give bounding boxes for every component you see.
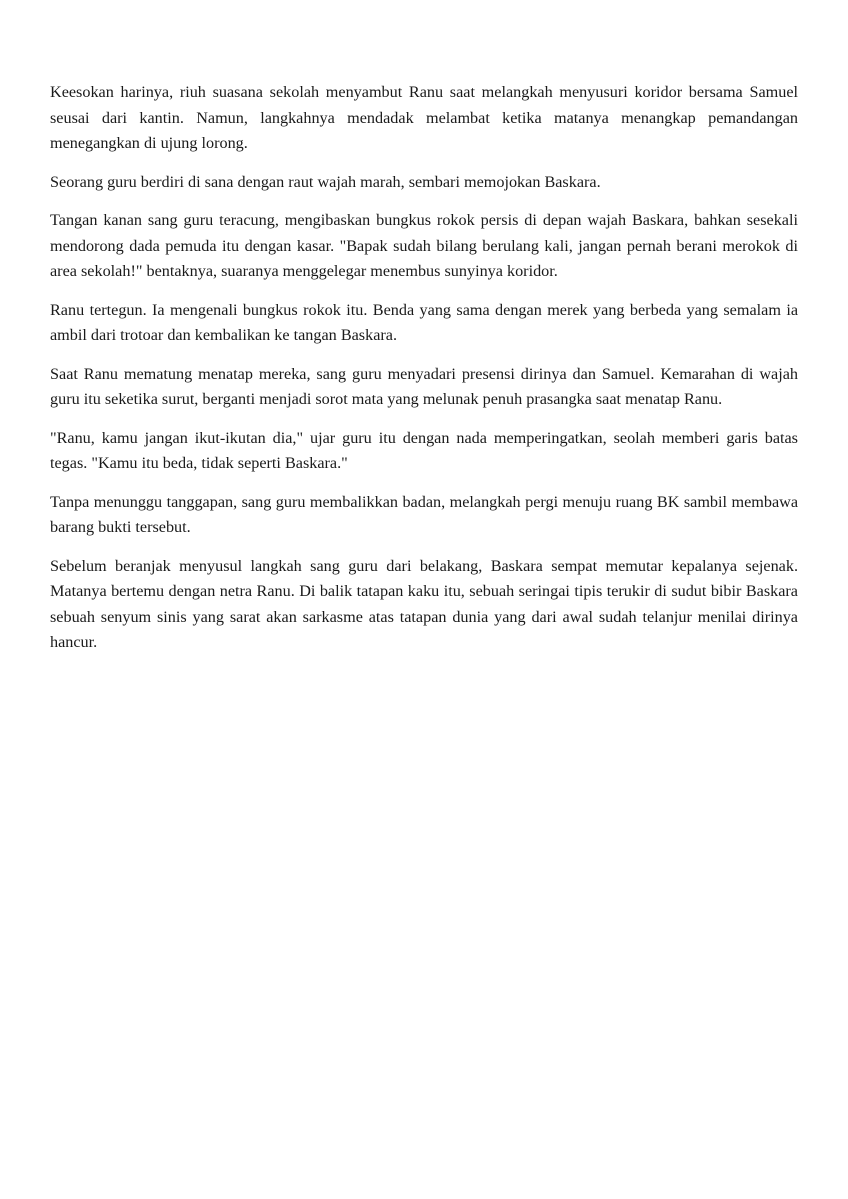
paragraph-1: Keesokan harinya, riuh suasana sekolah menyambut Ranu saat melangkah menyusuri koridor bersama Samuel seusai dari kantin. Namun, langkahnya mendadak melambat ketika matanya menangkap pemandangan menegangkan di ujung lorong. [50, 83, 798, 152]
paragraph-5: Saat Ranu mematung menatap mereka, sang guru menyadari presensi dirinya dan Samuel. Kemarahan di wajah guru itu seketika surut, berganti menjadi sorot mata yang melunak penuh prasangka saat menatap Ranu. [50, 364, 798, 408]
paragraph-4: Ranu tertegun. Ia mengenali bungkus rokok itu. Benda yang sama dengan merek yang berbeda yang semalam ia ambil dari trotoar dan kembalikan ke tangan Baskara. [50, 300, 798, 344]
paragraph-3: Tangan kanan sang guru teracung, mengibaskan bungkus rokok persis di depan wajah Baskara, bahkan sesekali mendorong dada pemuda itu dengan kasar. "Bapak sudah bilang berulang kali, jangan pernah berani merokok di area sekolah!" bentaknya, suaranya menggelegar menembus sunyinya koridor. [50, 211, 798, 280]
paragraph-2: Seorang guru berdiri di sana dengan raut wajah marah, sembari memojokan Baskara. [50, 172, 601, 191]
paragraph-8: Sebelum beranjak menyusul langkah sang guru dari belakang, Baskara sempat memutar kepalanya sejenak. Matanya bertemu dengan netra Ranu. Di balik tatapan kaku itu, sebuah seringai tipis terukir di sudut bibir Baskara sebuah senyum sinis yang sarat akan sarkasme atas tatapan dunia yang dari awal sudah telanjur menilai dirinya hancur. [50, 556, 798, 651]
paragraph-7: Tanpa menunggu tanggapan, sang guru membalikkan badan, melangkah pergi menuju ruang BK sambil membawa barang bukti tersebut. [50, 492, 798, 536]
document-page [50, 80, 798, 669]
paragraph-6: "Ranu, kamu jangan ikut-ikutan dia," ujar guru itu dengan nada memperingatkan, seolah memberi garis batas tegas. "Kamu itu beda, tidak seperti Baskara." [50, 428, 798, 472]
